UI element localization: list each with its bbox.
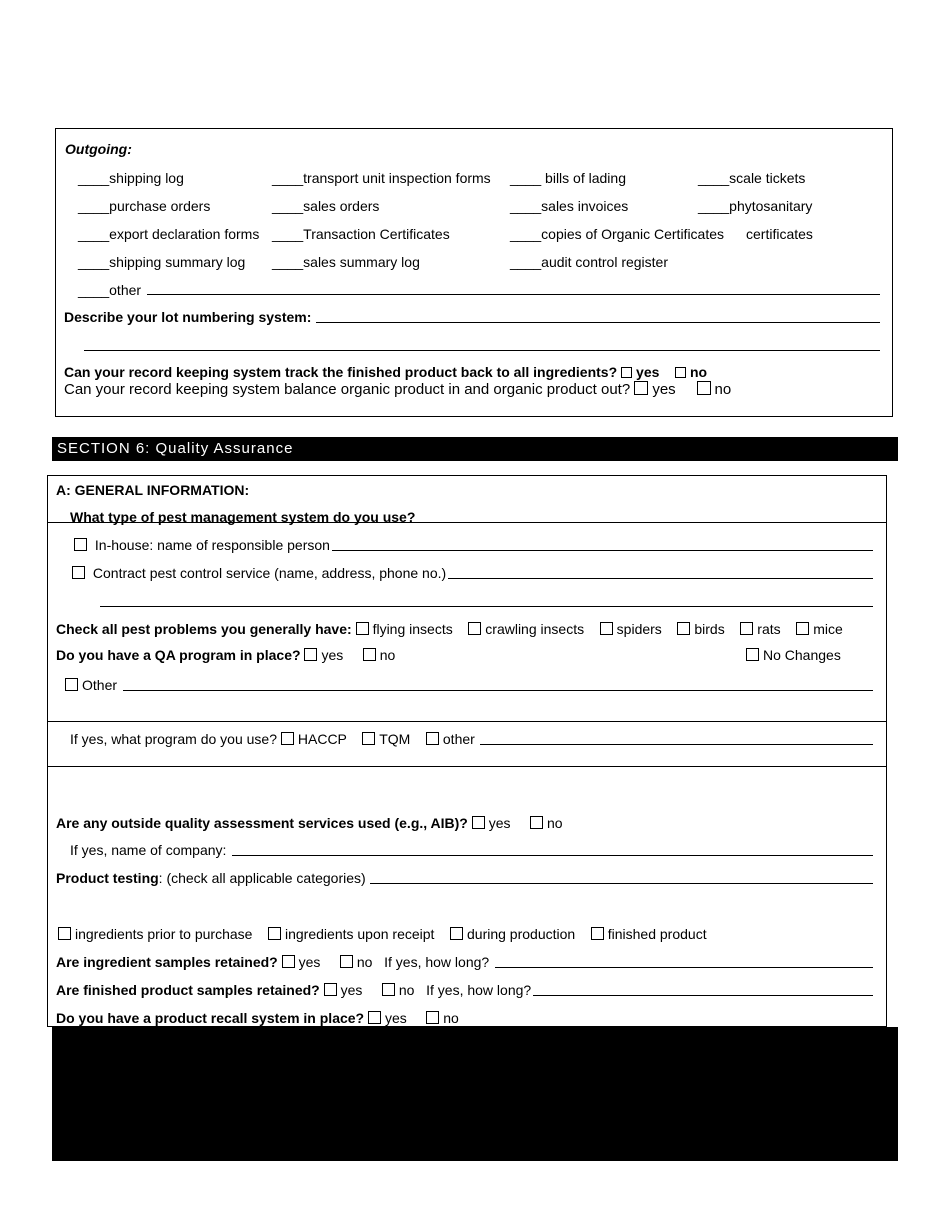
haccp-checkbox[interactable] bbox=[281, 732, 294, 745]
recall-no-checkbox[interactable] bbox=[426, 1011, 439, 1024]
recall-yes-checkbox[interactable] bbox=[368, 1011, 381, 1024]
other-option: Other bbox=[65, 677, 117, 693]
checklist-item[interactable]: ____audit control register bbox=[510, 254, 668, 270]
company-input[interactable] bbox=[232, 855, 873, 856]
ingredient-samples-row: Are ingredient samples retained? yes no If yes, how long? bbox=[56, 954, 490, 970]
finished-samples-row: Are finished product samples retained? yes no If yes, how long? bbox=[56, 982, 532, 998]
program-other-input[interactable] bbox=[480, 744, 873, 745]
testing-checkbox[interactable] bbox=[450, 927, 463, 940]
pest-checkbox[interactable] bbox=[796, 622, 809, 635]
checklist-item[interactable]: ____sales orders bbox=[272, 198, 380, 214]
checklist-item[interactable]: ____shipping log bbox=[78, 170, 184, 186]
pest-management-question: What type of pest management system do you use? bbox=[70, 509, 416, 525]
checklist-item[interactable]: ____purchase orders bbox=[78, 198, 211, 214]
lot-numbering-input[interactable] bbox=[316, 322, 880, 323]
qa-no-checkbox[interactable] bbox=[363, 648, 376, 661]
contract-option: Contract pest control service (name, address, phone no.) bbox=[72, 565, 446, 581]
lot-numbering-input-line2[interactable] bbox=[84, 350, 880, 351]
other-input[interactable] bbox=[147, 294, 880, 295]
contract-checkbox[interactable] bbox=[72, 566, 85, 579]
pest-checkbox[interactable] bbox=[600, 622, 613, 635]
finished-how-long-input[interactable] bbox=[533, 995, 873, 996]
other-checkbox[interactable] bbox=[65, 678, 78, 691]
finished-no-checkbox[interactable] bbox=[382, 983, 395, 996]
redacted-footer-block bbox=[52, 1027, 898, 1161]
track-no-checkbox[interactable] bbox=[675, 367, 686, 378]
outside-yes-checkbox[interactable] bbox=[472, 816, 485, 829]
checklist-item[interactable]: ____Transaction Certificates bbox=[272, 226, 450, 242]
section-6-header: SECTION 6: Quality Assurance bbox=[52, 437, 898, 461]
company-label: If yes, name of company: bbox=[70, 842, 227, 858]
balance-question: Can your record keeping system balance organic product in and organic product out? yes no bbox=[64, 381, 732, 398]
finished-yes-checkbox[interactable] bbox=[324, 983, 337, 996]
divider bbox=[47, 721, 887, 722]
lot-numbering-label: Describe your lot numbering system: bbox=[64, 309, 312, 325]
contract-details-input-line2[interactable] bbox=[100, 606, 873, 607]
no-changes-checkbox[interactable] bbox=[746, 648, 759, 661]
program-row: If yes, what program do you use? HACCP TQM other bbox=[70, 731, 475, 747]
product-testing-label: Product testing: (check all applicable categories) bbox=[56, 870, 366, 886]
checklist-item[interactable]: ____phytosanitary bbox=[698, 198, 813, 214]
checklist-item[interactable]: ____sales summary log bbox=[272, 254, 420, 270]
product-testing-input[interactable] bbox=[370, 883, 873, 884]
testing-checkbox[interactable] bbox=[268, 927, 281, 940]
checklist-item[interactable]: ____transport unit inspection forms bbox=[272, 170, 491, 186]
tqm-checkbox[interactable] bbox=[362, 732, 375, 745]
testing-options-row: ingredients prior to purchase ingredients upon receipt during production finished product bbox=[58, 926, 707, 942]
pest-problems-row: Check all pest problems you generally have: flying insects crawling insects spiders birds rats mice bbox=[56, 621, 843, 637]
checklist-item[interactable]: ____scale tickets bbox=[698, 170, 806, 186]
checklist-item[interactable]: ____copies of Organic Certificates bbox=[510, 226, 725, 242]
inhouse-name-input[interactable] bbox=[332, 550, 873, 551]
testing-checkbox[interactable] bbox=[58, 927, 71, 940]
checklist-item[interactable]: ____sales invoices bbox=[510, 198, 629, 214]
checklist-item[interactable]: ____shipping summary log bbox=[78, 254, 246, 270]
divider bbox=[47, 766, 887, 767]
checklist-item-continuation: certificates bbox=[746, 226, 813, 242]
inhouse-option: In-house: name of responsible person bbox=[74, 537, 330, 553]
track-yes-checkbox[interactable] bbox=[621, 367, 632, 378]
program-other-checkbox[interactable] bbox=[426, 732, 439, 745]
outside-services-row: Are any outside quality assessment services used (e.g., AIB)? yes no bbox=[56, 815, 563, 831]
track-question: Can your record keeping system track the finished product back to all ingredients? yes no bbox=[64, 364, 708, 380]
qa-program-row: Do you have a QA program in place? yes no bbox=[56, 647, 396, 663]
testing-checkbox[interactable] bbox=[591, 927, 604, 940]
outgoing-title: Outgoing: bbox=[65, 141, 132, 157]
other-label: ____other bbox=[78, 282, 142, 298]
contract-details-input[interactable] bbox=[448, 578, 873, 579]
inhouse-checkbox[interactable] bbox=[74, 538, 87, 551]
checklist-item[interactable]: ____export declaration forms bbox=[78, 226, 260, 242]
balance-yes-checkbox[interactable] bbox=[634, 381, 648, 395]
pest-checkbox[interactable] bbox=[677, 622, 690, 635]
qa-yes-checkbox[interactable] bbox=[304, 648, 317, 661]
no-changes-option: No Changes bbox=[746, 647, 841, 663]
ingredient-yes-checkbox[interactable] bbox=[282, 955, 295, 968]
ingredient-no-checkbox[interactable] bbox=[340, 955, 353, 968]
balance-no-checkbox[interactable] bbox=[697, 381, 711, 395]
other-input[interactable] bbox=[123, 690, 873, 691]
checklist-item[interactable]: ____ bills of lading bbox=[510, 170, 626, 186]
ingredient-how-long-input[interactable] bbox=[495, 967, 873, 968]
pest-checkbox[interactable] bbox=[356, 622, 369, 635]
general-information-heading: A: GENERAL INFORMATION: bbox=[56, 482, 250, 498]
pest-checkbox[interactable] bbox=[740, 622, 753, 635]
outside-no-checkbox[interactable] bbox=[530, 816, 543, 829]
pest-checkbox[interactable] bbox=[468, 622, 481, 635]
recall-system-row: Do you have a product recall system in place? yes no bbox=[56, 1010, 459, 1026]
quality-assurance-section bbox=[47, 475, 887, 1027]
